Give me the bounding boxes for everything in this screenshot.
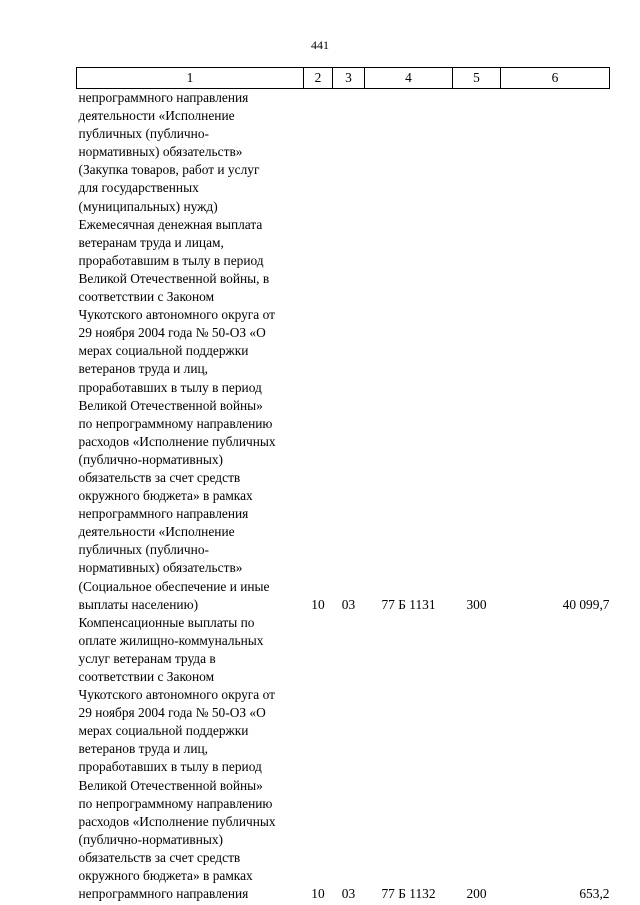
page-number: 441 [311, 38, 329, 52]
description-line: Великой Отечественной войны» [78, 397, 263, 413]
row-subsection: 03 [341, 596, 356, 612]
row-amount [501, 89, 610, 216]
column-header-name: 1 [77, 68, 304, 89]
description-line: Великой Отечественной войны, в [78, 270, 270, 286]
description-line: расходов «Исполнение публичных [78, 813, 276, 829]
description-line: деятельности «Исполнение [78, 524, 235, 540]
description-line: для государственных [78, 180, 199, 196]
description-line: обязательств за счет средств [78, 849, 241, 865]
description-line: проработавших в тылу в период [78, 759, 262, 775]
row-description [77, 216, 304, 614]
description-line: ветеранов труда и лиц, [78, 361, 209, 377]
column-header-target-article: 4 [365, 68, 453, 89]
description-line: (публично-нормативных) [78, 451, 224, 467]
description-line: соответствии с Законом [78, 289, 215, 305]
description-line: окружного бюджета» в рамках [78, 868, 253, 884]
table-row [77, 216, 610, 614]
description-line: Ежемесячная денежная выплата [78, 216, 263, 232]
description-line: публичных (публично- [78, 542, 209, 558]
description-line: мерах социальной поддержки [78, 723, 249, 739]
description-line: 29 ноября 2004 года № 50-ОЗ «О [78, 705, 266, 721]
description-line: расходов «Исполнение публичных [78, 433, 276, 449]
description-line: (муниципальных) нужд) [78, 198, 218, 214]
description-line: ветеранов труда и лиц, [78, 741, 209, 757]
row-expense-type: 200 [466, 886, 487, 902]
budget-table [76, 67, 610, 903]
column-header-amount: 6 [501, 68, 610, 89]
description-line: оплате жилищно-коммунальных [78, 632, 264, 648]
description-line: деятельности «Исполнение [78, 108, 235, 124]
table-row [77, 89, 610, 216]
row-description [77, 614, 304, 904]
description-line: по непрограммному направлению [78, 795, 273, 811]
description-line: обязательств за счет средств [78, 469, 241, 485]
row-target-article: 77 Б 1131 [381, 596, 436, 612]
description-line: окружного бюджета» в рамках [78, 488, 253, 504]
description-line: непрограммного направления [78, 90, 249, 105]
description-line: непрограммного направления [78, 506, 249, 522]
column-header-section: 2 [304, 68, 333, 89]
description-line: непрограммного направления [78, 886, 249, 902]
description-line: соответствии с Законом [78, 669, 215, 684]
column-header-expense-type: 5 [453, 68, 501, 89]
description-line: (Социальное обеспечение и иные [78, 578, 270, 594]
row-section: 10 [311, 886, 325, 902]
description-line: Чукотского автономного округа от [78, 687, 275, 703]
row-amount: 40 099,7 [562, 596, 610, 612]
description-line: проработавшим в тылу в период [78, 252, 264, 268]
description-line: Компенсационные выплаты по [78, 614, 255, 630]
description-line: (публично-нормативных) [78, 831, 224, 847]
description-line: публичных (публично- [78, 126, 209, 142]
description-line: выплаты населению) [78, 596, 199, 612]
description-line: по непрограммному направлению [78, 415, 273, 431]
row-section: 10 [311, 596, 325, 612]
row-target-article [365, 89, 453, 216]
description-line: (Закупка товаров, работ и услуг [78, 162, 260, 178]
description-line: Чукотского автономного округа от [78, 307, 275, 323]
row-section [304, 89, 333, 216]
row-amount: 653,2 [579, 886, 610, 902]
row-expense-type: 300 [466, 596, 487, 612]
table-header-row [77, 68, 610, 89]
description-line: нормативных) обязательств» [78, 560, 243, 576]
description-line: Великой Отечественной войны» [78, 777, 263, 793]
table-row [77, 614, 610, 904]
row-subsection: 03 [341, 886, 356, 902]
row-target-article: 77 Б 1132 [381, 886, 436, 902]
description-line: проработавших в тылу в период [78, 379, 262, 395]
description-line: 29 ноября 2004 года № 50-ОЗ «О [78, 325, 266, 341]
description-line: ветеранам труда и лицам, [78, 234, 224, 250]
description-line: нормативных) обязательств» [78, 144, 243, 160]
column-header-subsection: 3 [333, 68, 365, 89]
description-line: услуг ветеранам труда в [78, 650, 216, 666]
row-expense-type [453, 89, 501, 216]
row-subsection [333, 89, 365, 216]
row-description [77, 89, 304, 216]
description-line: мерах социальной поддержки [78, 343, 249, 359]
